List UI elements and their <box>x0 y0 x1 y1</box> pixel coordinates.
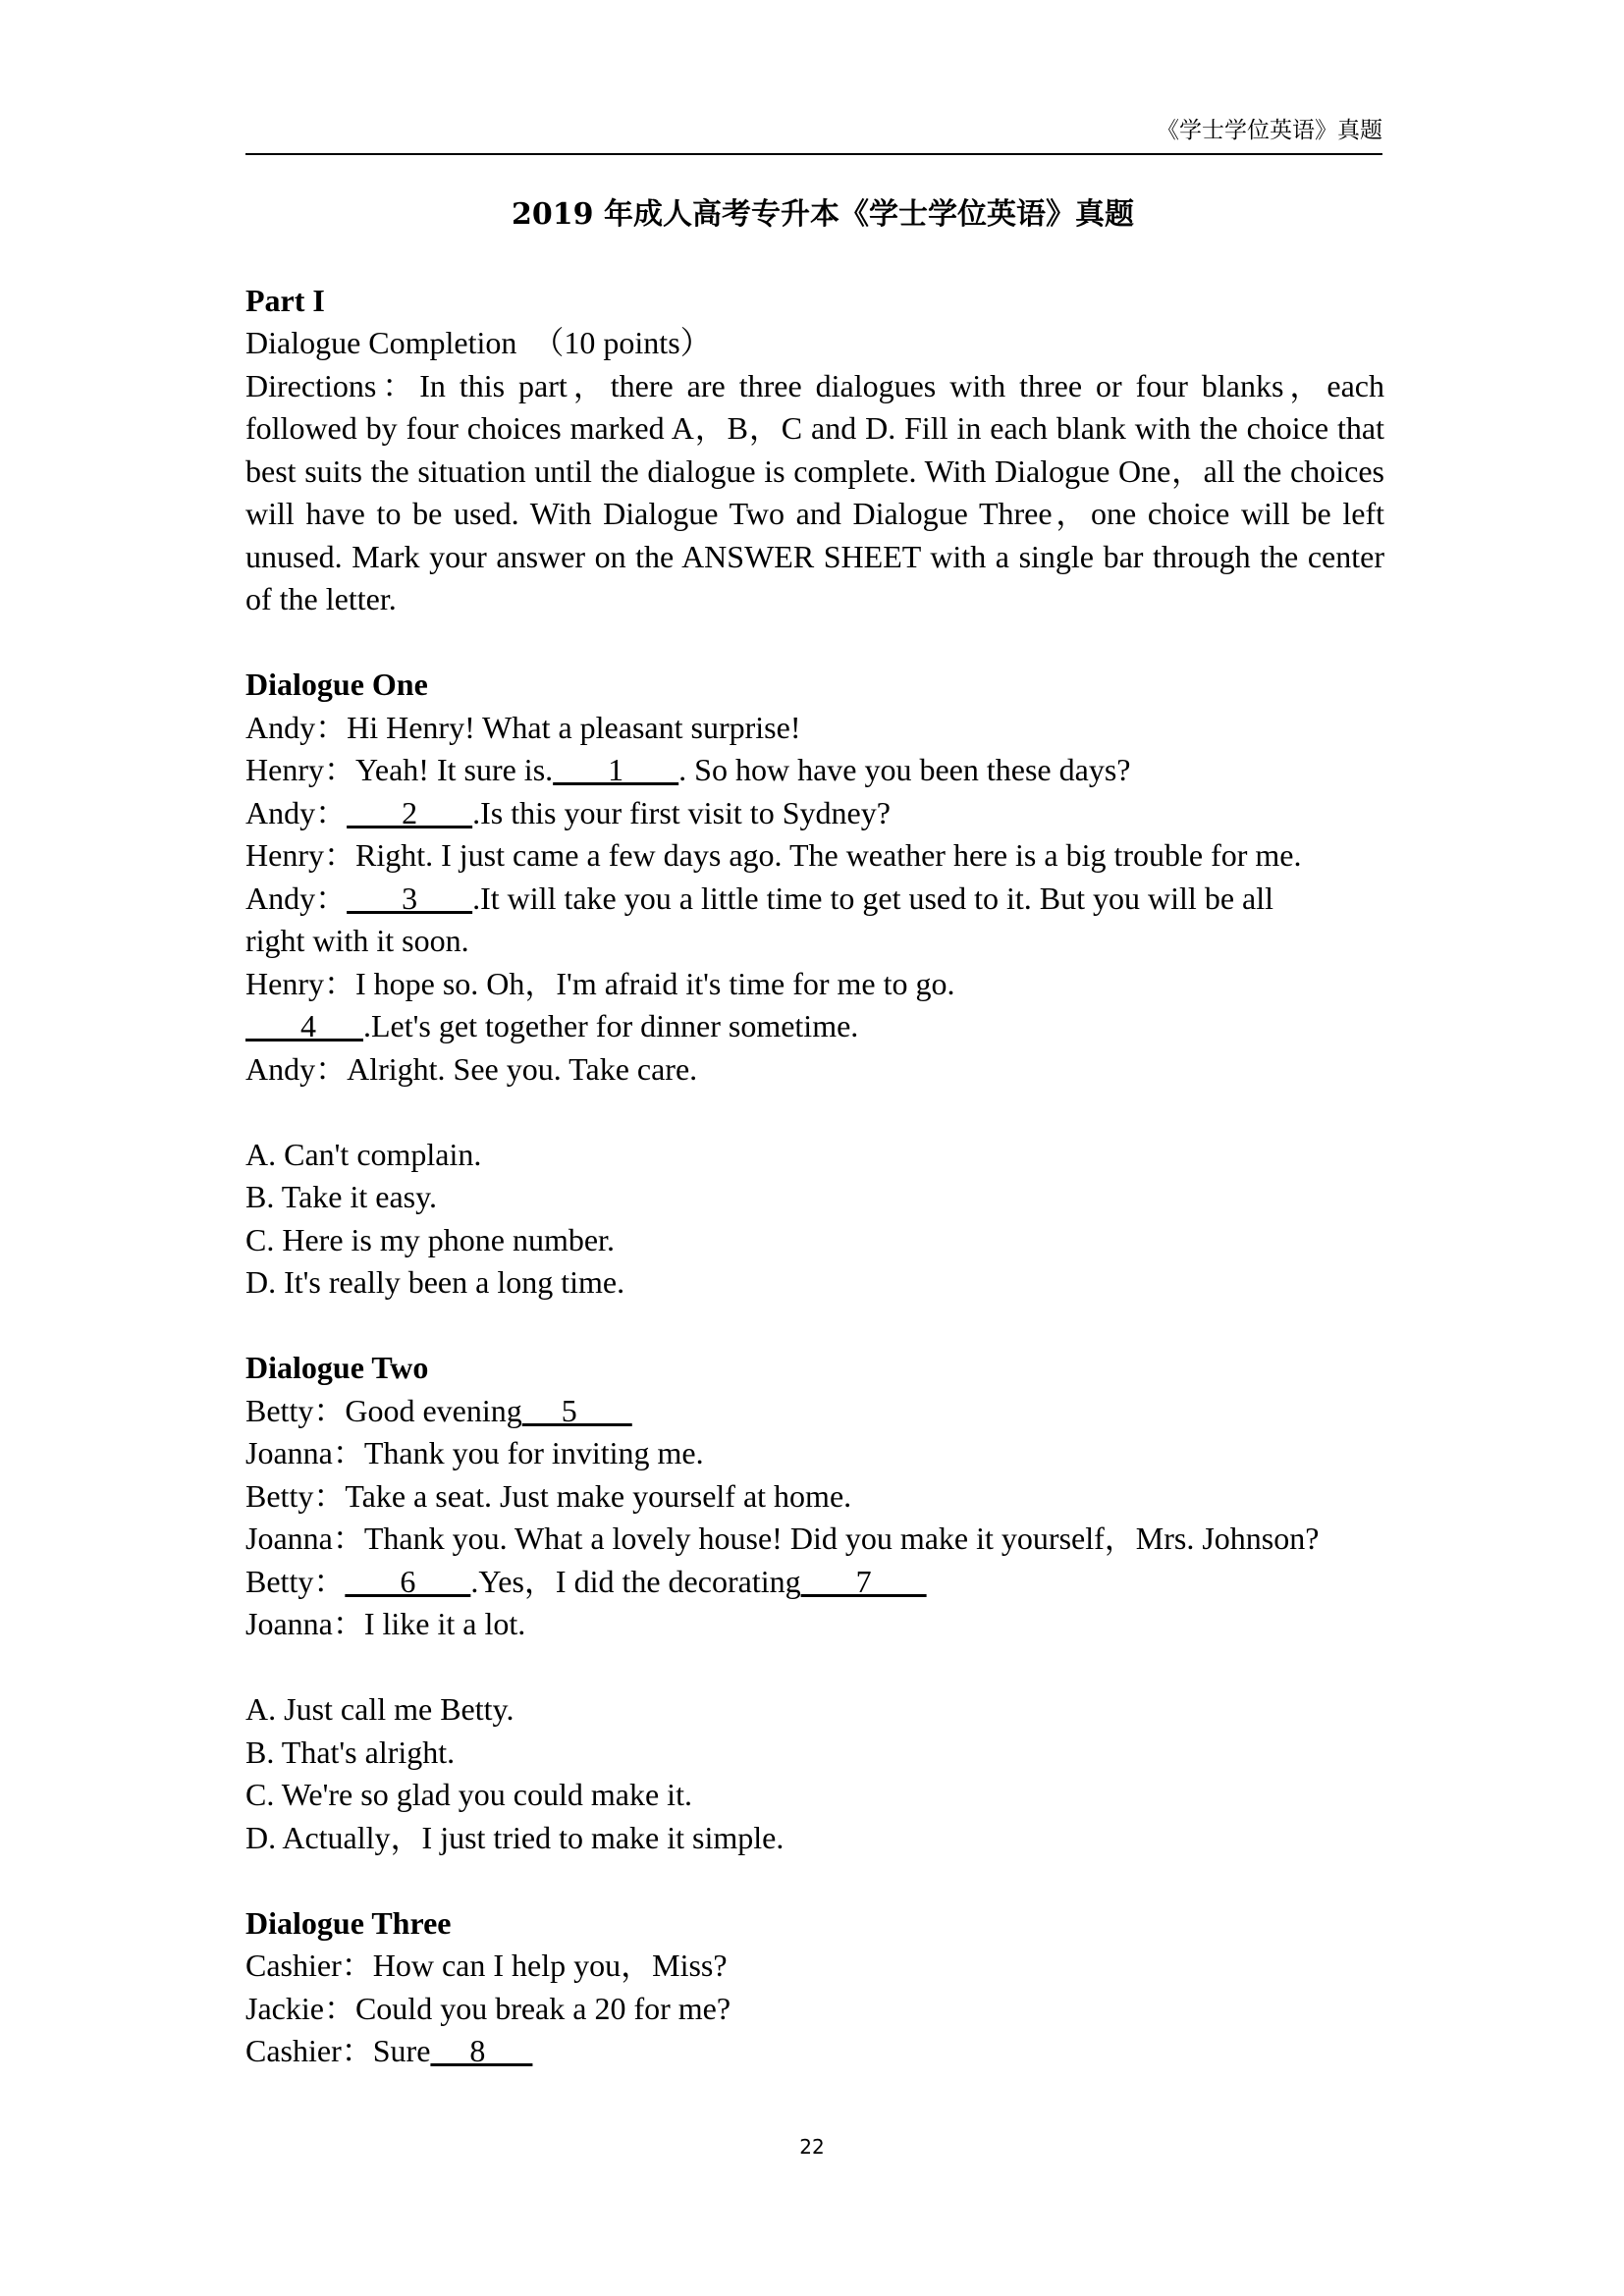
dialogue-line: Joanna：Thank you. What a lovely house! Did you make it yourself，Mrs. Johnson? <box>245 1521 1320 1556</box>
dialogue-line <box>245 1390 1394 1433</box>
dialogue-line <box>245 2030 1394 2073</box>
directions-paragraph: Directions：In this part，there are three dialogues with three or four blanks，each followed by four choices marked A，B，C and D. Fill in each blank with the choice that best suits the situation until the dialogue is complete. With Dialogue One，all the choices will have to be used. With Dialogue Two and Dialogue Three，one choice will be left unused. Mark your answer on the ANSWER SHEET with a single bar through the center of the letter. <box>245 367 1384 616</box>
dialogue-line: Joanna：Thank you for inviting me. <box>245 1435 704 1470</box>
line-text: .Yes，I did the decorating <box>470 1563 801 1599</box>
spacer <box>245 1646 1394 1689</box>
page-content <box>245 193 1394 2073</box>
answer-blank-6: 6 <box>345 1563 471 1599</box>
dialogue-line <box>245 749 1394 792</box>
answer-blank-1: 1 <box>553 752 679 787</box>
dialogue-line: Betty：Take a seat. Just make yourself at home. <box>245 1477 852 1514</box>
line-text: .Is this your first visit to Sydney? <box>472 794 891 830</box>
choice-item: B. Take it easy. <box>245 1179 438 1214</box>
line-text: . So how have you been these days? <box>678 752 1131 787</box>
dialogue-line: Henry：I hope so. Oh，I'm afraid it's time for me to go. <box>245 965 955 1001</box>
dialogue-line <box>245 1561 1394 1604</box>
page-header <box>245 116 1382 155</box>
choice-item: C. Here is my phone number. <box>245 1221 615 1257</box>
header-title: 《学士学位英语》真题 <box>1157 118 1382 143</box>
spacer <box>245 1305 1394 1348</box>
line-text: Andy： <box>245 794 348 830</box>
line-text: Andy： <box>245 880 348 916</box>
dialogue-one-heading: Dialogue One <box>245 667 428 702</box>
answer-blank-8: 8 <box>430 2033 533 2068</box>
dialogue-three-heading: Dialogue Three <box>245 1904 452 1941</box>
dialogue-line: Andy：Hi Henry! What a pleasant surprise! <box>245 709 801 745</box>
dialogue-line: Jackie：Could you break a 20 for me? <box>245 1990 731 2026</box>
part-heading: Part I <box>245 282 325 318</box>
choice-item: D. Actually，I just tried to make it simple. <box>245 1819 785 1855</box>
choice-item: D. It's really been a long time. <box>245 1264 625 1300</box>
dialogue-line: Andy：Alright. See you. Take care. <box>245 1050 698 1087</box>
spacer <box>245 1091 1394 1134</box>
dialogue-line: Henry：Right. I just came a few days ago. The weather here is a big trouble for me. <box>245 837 1302 873</box>
line-text: Betty：Good evening <box>245 1392 522 1428</box>
dialogue-line: right with it soon. <box>245 923 469 958</box>
dialogue-line <box>245 792 1394 835</box>
choice-item: C. We're so glad you could make it. <box>245 1777 692 1812</box>
choice-item: B. That's alright. <box>245 1734 456 1770</box>
part-subheading: Dialogue Completion （10 points） <box>245 325 712 360</box>
dialogue-line: Cashier：How can I help you，Miss? <box>245 1948 728 1983</box>
spacer <box>245 621 1394 665</box>
choice-item: A. Just call me Betty. <box>245 1691 514 1727</box>
choice-item: A. Can't complain. <box>245 1136 482 1172</box>
page-number: 22 <box>799 2135 825 2159</box>
dialogue-line <box>245 1005 1394 1048</box>
dialogue-two-heading: Dialogue Two <box>245 1350 429 1385</box>
line-text: .It will take you a little time to get used to it. But you will be all <box>472 880 1273 916</box>
line-text: Cashier：Sure <box>245 2033 431 2068</box>
answer-blank-3: 3 <box>347 880 473 916</box>
dialogue-line: Joanna：I like it a lot. <box>245 1606 526 1641</box>
answer-blank-5: 5 <box>521 1392 632 1428</box>
spacer <box>245 1859 1394 1902</box>
answer-blank-4: 4 <box>245 1008 363 1043</box>
answer-blank-7: 7 <box>800 1563 927 1599</box>
line-text: Betty： <box>245 1563 346 1599</box>
line-text: .Let's get together for dinner sometime. <box>363 1008 859 1043</box>
dialogue-line <box>245 878 1394 921</box>
answer-blank-2: 2 <box>347 794 473 830</box>
line-text: Henry：Yeah! It sure is. <box>245 752 554 787</box>
document-title: 2019 年成人高考专升本《学士学位英语》真题 <box>512 197 1134 232</box>
